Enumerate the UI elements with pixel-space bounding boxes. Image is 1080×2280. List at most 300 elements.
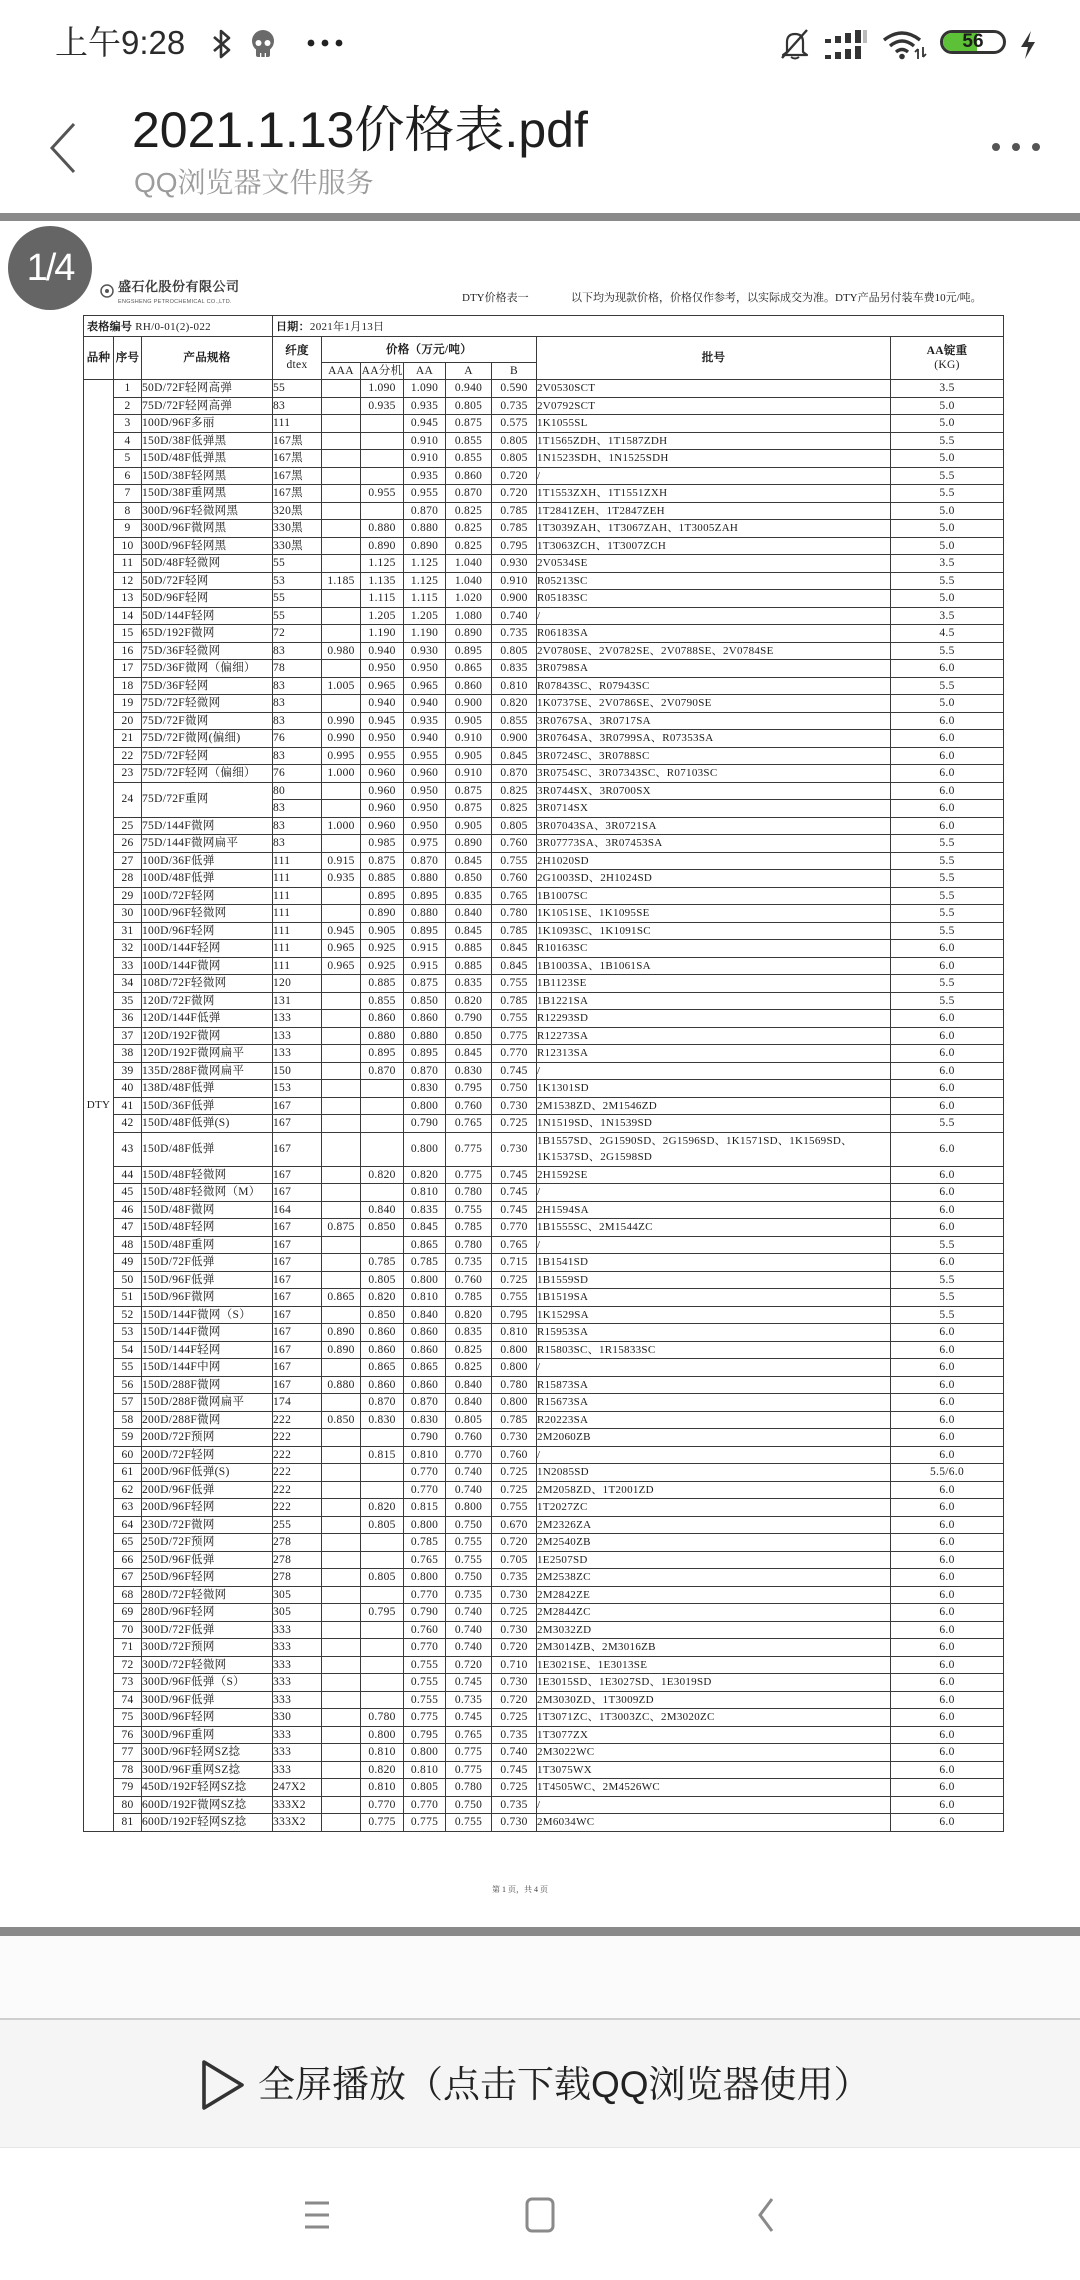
batch-number: /	[537, 1359, 891, 1377]
price-a: 0.905	[446, 817, 492, 835]
price-aaa	[322, 975, 361, 993]
price-aaa	[322, 1097, 361, 1115]
aa-weight: 6.0	[891, 1394, 1004, 1412]
dtex-value: 55	[273, 555, 322, 573]
product-spec: 50D/144F轻网	[142, 607, 273, 625]
price-b: 0.770	[492, 1219, 537, 1237]
price-aa-split	[361, 1691, 404, 1709]
price-aaa	[322, 1639, 361, 1657]
batch-number: 2M3032ZD	[537, 1621, 891, 1639]
row-number: 26	[114, 835, 142, 853]
product-spec: 600D/192F微网SZ捻	[142, 1796, 273, 1814]
price-a: 0.740	[446, 1621, 492, 1639]
price-b: 0.755	[492, 1499, 537, 1517]
row-number: 76	[114, 1726, 142, 1744]
price-b: 0.740	[492, 1744, 537, 1762]
price-a: 0.770	[446, 1446, 492, 1464]
product-spec: 300D/96F轻网	[142, 1709, 273, 1727]
aa-weight: 5.5	[891, 852, 1004, 870]
table-row	[84, 1499, 1004, 1517]
price-a: 0.845	[446, 922, 492, 940]
price-aa: 0.820	[404, 1166, 446, 1184]
dtex-value: 167	[273, 1219, 322, 1237]
price-aa-split: 0.875	[361, 852, 404, 870]
price-aaa: 0.915	[322, 852, 361, 870]
product-spec: 75D/72F微网(偏细)	[142, 730, 273, 748]
row-number: 60	[114, 1446, 142, 1464]
price-b: 0.750	[492, 1080, 537, 1098]
aa-weight: 5.5	[891, 677, 1004, 695]
status-time: 上午9:28	[55, 24, 186, 61]
price-aaa	[322, 887, 361, 905]
table-row	[84, 1027, 1004, 1045]
price-a: 0.835	[446, 887, 492, 905]
price-aa-split	[361, 1621, 404, 1639]
price-a: 0.775	[446, 1132, 492, 1166]
product-spec: 250D/96F轻网	[142, 1569, 273, 1587]
dtex-value: 247X2	[273, 1779, 322, 1797]
batch-number: 2M2058ZD、1T2001ZD	[537, 1481, 891, 1499]
table-row	[84, 1551, 1004, 1569]
dtex-value: 133	[273, 1010, 322, 1028]
price-aa: 0.935	[404, 397, 446, 415]
more-options-button[interactable]	[984, 130, 1048, 162]
price-aa: 0.845	[404, 1219, 446, 1237]
row-number: 58	[114, 1411, 142, 1429]
price-aaa	[322, 450, 361, 468]
dtex-value: 222	[273, 1411, 322, 1429]
row-number: 19	[114, 695, 142, 713]
batch-number: 1T3039ZAH、1T3067ZAH、1T3005ZAH	[537, 520, 891, 538]
row-number: 49	[114, 1254, 142, 1272]
price-b: 0.805	[492, 642, 537, 660]
price-aaa	[322, 1394, 361, 1412]
table-row	[84, 1062, 1004, 1080]
aa-weight: 6.0	[891, 1080, 1004, 1098]
batch-number: 1B1003SA、1B1061SA	[537, 957, 891, 975]
product-spec: 120D/192F微网	[142, 1027, 273, 1045]
pdf-page[interactable]	[0, 221, 1080, 1927]
batch-number: 3R0724SC、3R0788SC	[537, 747, 891, 765]
price-aaa	[322, 590, 361, 608]
price-a: 0.890	[446, 835, 492, 853]
table-row	[84, 747, 1004, 765]
product-spec: 300D/96F低弹（S）	[142, 1674, 273, 1692]
batch-number: 1K1055SL	[537, 415, 891, 433]
price-a: 0.825	[446, 502, 492, 520]
nav-menu-button[interactable]	[297, 2195, 337, 2235]
price-a: 0.850	[446, 1027, 492, 1045]
price-a: 0.860	[446, 677, 492, 695]
price-b: 0.725	[492, 1604, 537, 1622]
row-number: 4	[114, 432, 142, 450]
price-aa: 0.955	[404, 485, 446, 503]
dtex-value: 83	[273, 712, 322, 730]
price-aa: 0.770	[404, 1481, 446, 1499]
price-aaa	[322, 537, 361, 555]
price-aa: 0.935	[404, 712, 446, 730]
price-b: 0.910	[492, 572, 537, 590]
nav-back-button[interactable]	[746, 2195, 786, 2235]
batch-number: /	[537, 467, 891, 485]
table-row	[84, 1814, 1004, 1832]
dtex-value: 333	[273, 1726, 322, 1744]
batch-number: 1N1523SDH、1N1525SDH	[537, 450, 891, 468]
aa-weight: 5.5	[891, 1289, 1004, 1307]
price-aaa: 0.990	[322, 730, 361, 748]
price-aaa	[322, 607, 361, 625]
price-aa: 0.895	[404, 1045, 446, 1063]
aa-weight: 6.0	[891, 730, 1004, 748]
price-aa-split: 0.860	[361, 1324, 404, 1342]
header-category: 品种	[84, 337, 114, 380]
price-aa: 0.940	[404, 695, 446, 713]
price-b: 0.805	[492, 432, 537, 450]
product-spec: 100D/96F轻网	[142, 922, 273, 940]
price-b: 0.765	[492, 1236, 537, 1254]
row-number: 24	[114, 782, 142, 817]
price-a: 0.900	[446, 695, 492, 713]
price-a: 0.790	[446, 1010, 492, 1028]
price-b: 0.795	[492, 1306, 537, 1324]
batch-number: 1E3021SE、1E3013SE	[537, 1656, 891, 1674]
dtex-value: 111	[273, 940, 322, 958]
price-b: 0.795	[492, 537, 537, 555]
price-aaa	[322, 555, 361, 573]
batch-number: R15673SA	[537, 1394, 891, 1412]
signal-icon	[825, 30, 869, 60]
price-aa: 0.800	[404, 1097, 446, 1115]
price-b: 0.775	[492, 1027, 537, 1045]
product-spec: 150D/144F轻网	[142, 1341, 273, 1359]
aa-weight: 6.0	[891, 1516, 1004, 1534]
price-aa: 0.770	[404, 1586, 446, 1604]
price-a: 0.875	[446, 782, 492, 800]
table-row	[84, 1010, 1004, 1028]
batch-number: /	[537, 1184, 891, 1202]
aa-weight: 6.0	[891, 1709, 1004, 1727]
price-aaa	[322, 1761, 361, 1779]
price-aa-split: 0.820	[361, 1499, 404, 1517]
aa-weight: 5.5	[891, 485, 1004, 503]
chevron-left-icon	[44, 118, 84, 178]
price-b: 0.735	[492, 397, 537, 415]
batch-number: 2M2844ZC	[537, 1604, 891, 1622]
table-row	[84, 887, 1004, 905]
row-number: 20	[114, 712, 142, 730]
aa-weight: 6.0	[891, 1429, 1004, 1447]
batch-number: 2H1594SA	[537, 1201, 891, 1219]
batch-number: 1K1529SA	[537, 1306, 891, 1324]
price-aa: 0.805	[404, 1779, 446, 1797]
batch-number: 2M6034WC	[537, 1814, 891, 1832]
price-aa: 0.870	[404, 1062, 446, 1080]
price-b: 0.855	[492, 712, 537, 730]
row-number: 78	[114, 1761, 142, 1779]
batch-number: 2H1020SD	[537, 852, 891, 870]
aa-weight: 6.0	[891, 1586, 1004, 1604]
dtex-value: 278	[273, 1551, 322, 1569]
price-b: 0.590	[492, 380, 537, 398]
price-aa-split: 0.805	[361, 1516, 404, 1534]
row-number: 15	[114, 625, 142, 643]
table-row	[84, 1604, 1004, 1622]
row-number: 10	[114, 537, 142, 555]
price-b: 0.755	[492, 852, 537, 870]
batch-number: 1B1559SD	[537, 1271, 891, 1289]
viewer-bottom-area	[0, 1936, 1080, 2018]
aa-weight: 6.0	[891, 1656, 1004, 1674]
table-header-row	[84, 337, 1004, 363]
price-b: 0.780	[492, 905, 537, 923]
price-aaa	[322, 1551, 361, 1569]
price-aa: 0.870	[404, 502, 446, 520]
price-a: 0.850	[446, 870, 492, 888]
batch-number: 2M2060ZB	[537, 1429, 891, 1447]
product-spec: 75D/36F微网（偏细）	[142, 660, 273, 678]
dtex-value: 330	[273, 1709, 322, 1727]
table-row	[84, 1341, 1004, 1359]
aa-weight: 5.0	[891, 397, 1004, 415]
batch-number: R15803SC、1R15833SC	[537, 1341, 891, 1359]
aa-weight: 5.5	[891, 1271, 1004, 1289]
dtex-value: 164	[273, 1201, 322, 1219]
price-aa-split: 0.925	[361, 940, 404, 958]
aa-weight: 6.0	[891, 800, 1004, 818]
company-name-en: ENGSHENG PETROCHEMICAL CO.,LTD.	[118, 299, 232, 305]
price-a: 0.805	[446, 397, 492, 415]
table-row	[84, 1761, 1004, 1779]
batch-number: 1T1565ZDH、1T1587ZDH	[537, 432, 891, 450]
price-aaa	[322, 1744, 361, 1762]
batch-number: 2V0534SE	[537, 555, 891, 573]
price-aa-split: 0.890	[361, 537, 404, 555]
table-row	[84, 520, 1004, 538]
price-aaa: 1.000	[322, 765, 361, 783]
price-a: 1.020	[446, 590, 492, 608]
table-row	[84, 1796, 1004, 1814]
dtex-value: 80	[273, 782, 322, 800]
batch-number: 3R0744SX、3R0700SX	[537, 782, 891, 800]
price-b: 0.730	[492, 1132, 537, 1166]
dtex-value: 333X2	[273, 1796, 322, 1814]
price-a: 0.910	[446, 765, 492, 783]
product-spec: 75D/144F微网扁平	[142, 835, 273, 853]
price-aa-split: 1.205	[361, 607, 404, 625]
price-a: 0.735	[446, 1586, 492, 1604]
price-aa-split	[361, 1551, 404, 1569]
nav-home-button[interactable]	[520, 2195, 560, 2235]
price-aaa	[322, 1271, 361, 1289]
back-icon	[746, 2195, 786, 2235]
price-aa: 0.895	[404, 922, 446, 940]
table-row	[84, 502, 1004, 520]
product-spec: 50D/96F轻网	[142, 590, 273, 608]
aa-weight: 5.5	[891, 887, 1004, 905]
dtex-value: 333	[273, 1674, 322, 1692]
price-aaa	[322, 1481, 361, 1499]
price-aa: 0.880	[404, 870, 446, 888]
price-aa: 0.880	[404, 905, 446, 923]
price-aa-split: 0.925	[361, 957, 404, 975]
row-number: 80	[114, 1796, 142, 1814]
product-spec: 280D/72F轻微网	[142, 1586, 273, 1604]
product-spec: 100D/48F低弹	[142, 870, 273, 888]
price-a: 0.755	[446, 1814, 492, 1832]
product-spec: 150D/38F轻网黑	[142, 467, 273, 485]
dtex-value: 111	[273, 922, 322, 940]
price-aa-split	[361, 1236, 404, 1254]
row-number: 18	[114, 677, 142, 695]
dtex-value: 83	[273, 817, 322, 835]
product-spec: 150D/48F低弹	[142, 1132, 273, 1166]
price-aaa	[322, 1674, 361, 1692]
row-number: 55	[114, 1359, 142, 1377]
price-a: 0.785	[446, 1289, 492, 1307]
aa-weight: 5.5	[891, 835, 1004, 853]
price-a: 0.740	[446, 1604, 492, 1622]
price-b: 0.930	[492, 555, 537, 573]
price-b: 0.810	[492, 1324, 537, 1342]
aa-weight: 6.0	[891, 1359, 1004, 1377]
price-a: 0.750	[446, 1516, 492, 1534]
price-aaa	[322, 1796, 361, 1814]
price-aaa	[322, 1132, 361, 1166]
row-number: 57	[114, 1394, 142, 1412]
price-b: 0.805	[492, 450, 537, 468]
dtex-value: 167	[273, 1097, 322, 1115]
price-aa-split	[361, 467, 404, 485]
dtex-value: 333	[273, 1639, 322, 1657]
price-aa-split: 0.885	[361, 870, 404, 888]
product-spec: 450D/192F轻网SZ捻	[142, 1779, 273, 1797]
price-aaa	[322, 1656, 361, 1674]
table-row	[84, 677, 1004, 695]
price-b: 0.715	[492, 1254, 537, 1272]
price-b: 0.735	[492, 1569, 537, 1587]
product-spec: 150D/96F微网	[142, 1289, 273, 1307]
battery-icon	[940, 30, 1006, 54]
price-aa-split: 0.945	[361, 712, 404, 730]
date-cell	[273, 316, 1004, 337]
dtex-value: 278	[273, 1569, 322, 1587]
back-button[interactable]	[44, 118, 84, 178]
price-a: 0.825	[446, 520, 492, 538]
price-aa: 0.950	[404, 817, 446, 835]
price-aa-split: 0.965	[361, 677, 404, 695]
price-aa-split: 1.125	[361, 555, 404, 573]
price-aa: 0.870	[404, 852, 446, 870]
row-number: 42	[114, 1115, 142, 1133]
aa-weight: 6.0	[891, 1691, 1004, 1709]
more-notifications-icon	[306, 38, 344, 48]
bottom-toolbar	[0, 2018, 1080, 2148]
product-spec: 75D/72F重网	[142, 782, 273, 817]
price-aa-split: 0.800	[361, 1726, 404, 1744]
product-spec: 200D/72F轻网	[142, 1446, 273, 1464]
batch-number: 1T3077ZX	[537, 1726, 891, 1744]
row-number: 30	[114, 905, 142, 923]
price-aa-split: 0.785	[361, 1254, 404, 1272]
aa-weight: 5.5	[891, 1306, 1004, 1324]
price-a: 0.780	[446, 1779, 492, 1797]
table-row	[84, 380, 1004, 398]
batch-number: 1T2027ZC	[537, 1499, 891, 1517]
aa-weight: 5.5/6.0	[891, 1464, 1004, 1482]
price-a: 0.750	[446, 1569, 492, 1587]
header-dtex-cn: 纤度	[285, 345, 309, 357]
form-number: RH/0-01(2)-022	[135, 321, 211, 333]
price-aaa	[322, 800, 361, 818]
price-b: 0.760	[492, 835, 537, 853]
dtex-value: 167黑	[273, 432, 322, 450]
price-aa-split: 0.880	[361, 520, 404, 538]
aa-weight: 6.0	[891, 1027, 1004, 1045]
dtex-value: 111	[273, 852, 322, 870]
product-spec: 300D/96F微网黑	[142, 520, 273, 538]
price-b: 0.720	[492, 467, 537, 485]
price-aa-split: 0.935	[361, 397, 404, 415]
price-aa: 0.785	[404, 1254, 446, 1272]
price-aa: 0.950	[404, 782, 446, 800]
row-number: 32	[114, 940, 142, 958]
price-aa: 0.785	[404, 1534, 446, 1552]
price-a: 0.820	[446, 1306, 492, 1324]
price-aa: 0.760	[404, 1621, 446, 1639]
price-aa: 0.800	[404, 1744, 446, 1762]
price-b: 0.760	[492, 1446, 537, 1464]
batch-number: 2H1592SE	[537, 1166, 891, 1184]
price-a: 0.940	[446, 380, 492, 398]
product-spec: 138D/48F低弹	[142, 1080, 273, 1098]
price-aa: 0.860	[404, 1376, 446, 1394]
product-spec: 300D/72F低弹	[142, 1621, 273, 1639]
price-b: 0.735	[492, 1726, 537, 1744]
price-a: 0.785	[446, 1219, 492, 1237]
price-aa-split	[361, 450, 404, 468]
product-spec: 150D/48F轻微网	[142, 1166, 273, 1184]
batch-number: 3R07043SA、3R0721SA	[537, 817, 891, 835]
price-aa-split	[361, 432, 404, 450]
table-row	[84, 1744, 1004, 1762]
row-number: 11	[114, 555, 142, 573]
price-aa-split: 0.815	[361, 1446, 404, 1464]
row-number: 43	[114, 1132, 142, 1166]
product-spec: 250D/96F低弹	[142, 1551, 273, 1569]
price-b: 0.575	[492, 415, 537, 433]
price-aaa: 0.980	[322, 642, 361, 660]
price-aa: 0.810	[404, 1184, 446, 1202]
price-b: 0.845	[492, 940, 537, 958]
batch-number: 2M1538ZD、2M1546ZD	[537, 1097, 891, 1115]
table-row	[84, 1411, 1004, 1429]
document-subtitle: QQ浏览器文件服务	[134, 167, 374, 198]
batch-number: 2M3030ZD、1T3009ZD	[537, 1691, 891, 1709]
price-aa: 0.840	[404, 1306, 446, 1324]
price-aa: 0.815	[404, 1499, 446, 1517]
table-info-row	[84, 316, 1004, 337]
price-aaa	[322, 1814, 361, 1832]
row-number: 3	[114, 415, 142, 433]
batch-number: 1K1301SD	[537, 1080, 891, 1098]
aa-weight: 6.0	[891, 747, 1004, 765]
batch-number: 1B1007SC	[537, 887, 891, 905]
price-a: 1.040	[446, 555, 492, 573]
price-b: 0.870	[492, 765, 537, 783]
dtex-value: 111	[273, 870, 322, 888]
row-number: 14	[114, 607, 142, 625]
page-footer: 第 1 页，共 4 页	[492, 1885, 548, 1894]
